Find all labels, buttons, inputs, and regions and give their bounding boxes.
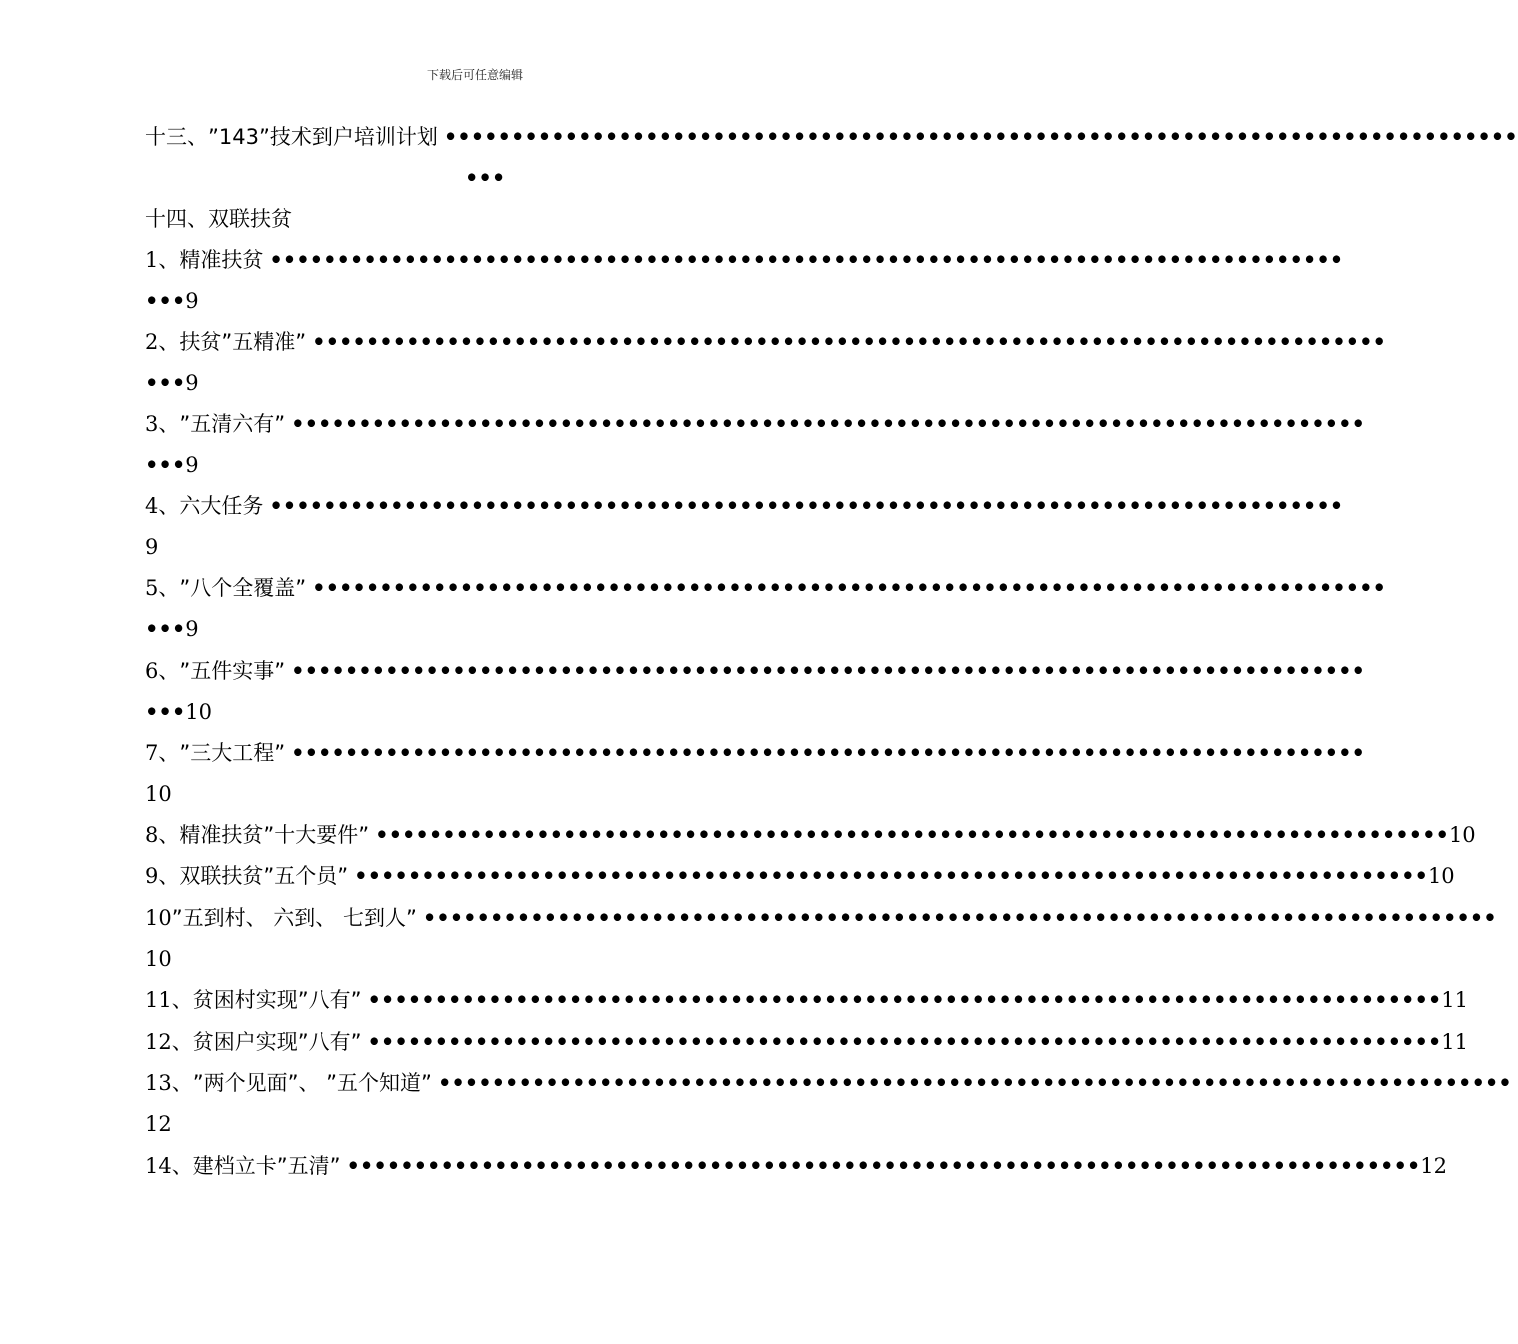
dot-leader-continuation: ••• (145, 699, 186, 724)
toc-entry-title: ”五清六有” (179, 412, 286, 436)
toc-entry-number: 3、 (145, 412, 180, 436)
dot-leader: •••••••••••••••••••••••••••••••••••••••••••••••••••••••••••••••••••••••••••••••• (269, 493, 1344, 518)
toc-entry-title: 精准扶贫”十大要件” (179, 823, 370, 847)
toc-entry-number: 10 (145, 906, 172, 930)
toc-entry-continuation (145, 614, 199, 644)
dot-leader: •••••••••••••••••••••••••••••••••••••••••••••••••••••••••••••••••••••••••••••••• (367, 1029, 1442, 1054)
dot-leader: •••••••••••••••••••••••••••••••••••••••••••••••••••••••••••••••••••••••••••••••• (291, 658, 1365, 683)
dot-leader: •••••••••••••••••••••••••••••••••••••••••••••••••••••••••••••••••••••••••••••••• (346, 1153, 1421, 1178)
dot-leader: •••••••••••••••••••••••••••••••••••••••••••••••••••••••••••••••••••••••••••••••• (437, 1070, 1512, 1095)
dot-leader-continuation: ••• (145, 452, 186, 477)
dot-leader: •••••••••••••••••••••••••••••••••••••••••••••••••••••••••••••••••••••••••••••••• (422, 905, 1497, 930)
toc-entry-title: ”八个全覆盖” (179, 576, 307, 600)
toc-entry-number: 9、 (145, 864, 180, 888)
toc-entry-number: 6、 (145, 659, 180, 683)
toc-page-number: 10 (1448, 823, 1476, 847)
toc-entry-10 (145, 903, 1497, 933)
dot-leader-continuation: ••• (465, 165, 506, 190)
dot-leader: •••••••••••••••••••••••••••••••••••••••••••••••••••••••••••••••••••••••••••••••• (291, 740, 1365, 765)
toc-entry-number: 5、 (145, 576, 180, 600)
toc-entry-title: 建档立卡”五清” (192, 1154, 341, 1178)
dot-leader: •••••••••••••••••••••••••••••••••••••••••••••••••••••••••••••••••••••••••••••••• (312, 329, 1386, 354)
dot-leader-continuation: ••• (145, 616, 186, 641)
toc-entry-title: ”三大工程” (179, 741, 286, 765)
dot-leader: •••••••••••••••••••••••••••••••••••••••••••••••••••••••••••••••••••••••••••••••• (354, 863, 1428, 888)
toc-entry-number: 8、 (145, 823, 180, 847)
toc-entry-number: 12、 (145, 1030, 193, 1054)
toc-entry-number: 13、 (145, 1071, 193, 1095)
toc-entry-continuation (145, 532, 158, 562)
toc-entry-13-chinese (145, 122, 1518, 152)
dot-leader-continuation: ••• (145, 288, 186, 313)
toc-page-number: 9 (185, 453, 199, 477)
toc-entry-title: ”五件实事” (179, 659, 286, 683)
page-header: 下载后可任意编辑 (426, 68, 523, 82)
toc-entry-number: 4、 (145, 494, 180, 518)
toc-entry-number: 十四、 (145, 207, 208, 231)
toc-entry-number: 14、 (145, 1154, 193, 1178)
toc-entry-title: ”两个见面”、 ”五个知道” (192, 1071, 432, 1095)
toc-entry-title: 贫困村实现”八有” (192, 988, 362, 1012)
toc-page-number: 9 (185, 289, 199, 313)
toc-page-number: 11 (1441, 988, 1469, 1012)
toc-page-number: 12 (145, 1112, 172, 1136)
toc-entry-6 (145, 656, 1365, 686)
toc-entry-title: 双联扶贫 (208, 207, 292, 231)
toc-entry-9 (145, 861, 1455, 891)
toc-entry-title: 精准扶贫 (179, 248, 264, 272)
toc-entry-1 (145, 245, 1344, 275)
toc-entry-8 (145, 820, 1476, 850)
toc-entry-continuation (145, 944, 172, 974)
dot-leader: •••••••••••••••••••••••••••••••••••••••••••••••••••••••••••••••••••••••••••••••• (312, 575, 1386, 600)
toc-page-number: 10 (145, 947, 172, 971)
toc-entry-3 (145, 409, 1365, 439)
toc-entry-title: 六大任务 (179, 494, 264, 518)
toc-entry-number: 十三、 (145, 125, 208, 149)
dot-leader: •••••••••••••••••••••••••••••••••••••••••••••••••••••••••••••••••••••••••••••••• (291, 411, 1365, 436)
dot-leader: •••••••••••••••••••••••••••••••••••••••••••••••••••••••••••••••••••••••••••••••• (375, 822, 1449, 847)
toc-page-number: 10 (1427, 864, 1455, 888)
toc-page-number: 12 (1420, 1154, 1448, 1178)
toc-entry-title: 贫困户实现”八有” (192, 1030, 362, 1054)
toc-entry-continuation (145, 450, 199, 480)
toc-entry-title: 扶贫”五精准” (179, 330, 307, 354)
toc-entry-5 (145, 573, 1386, 603)
toc-entry-12 (145, 1027, 1469, 1057)
toc-entry-title: ”五到村、 六到、 七到人” (171, 906, 417, 930)
toc-entry-11 (145, 985, 1469, 1015)
toc-entry-number: 11、 (145, 988, 193, 1012)
dot-leader: •••••••••••••••••••••••••••••••••••••••••••••••••••••••••••••••••••••••••••••••• (443, 124, 1518, 149)
toc-page-number: 10 (145, 782, 172, 806)
toc-entry-13 (145, 1068, 1512, 1098)
toc-page-number: 9 (185, 617, 199, 641)
toc-entry-14-chinese (145, 204, 805, 234)
toc-entry-number: 2、 (145, 330, 180, 354)
toc-entry-number: 1、 (145, 248, 180, 272)
dot-leader: •••••••••••••••••••••••••••••••••••••••••••••••••••••••••••••••••••••••••••••••• (269, 247, 1344, 272)
toc-page-number: 11 (1441, 1030, 1469, 1054)
toc-entry-continuation (145, 368, 199, 398)
toc-entry-continuation (145, 779, 172, 809)
toc-entry-continuation (145, 286, 199, 316)
toc-entry-title: ”143”技术到户培训计划 (208, 125, 438, 149)
toc-page-number: 10 (185, 700, 213, 724)
toc-entry-continuation (145, 697, 212, 727)
toc-entry-continuation (145, 1109, 172, 1139)
dot-leader-continuation: ••• (145, 370, 186, 395)
toc-entry-4 (145, 491, 1344, 521)
toc-page-number: 9 (145, 535, 159, 559)
dot-leader: •••••••••••••••••••••••••••••••••••••••••••••••••••••••••••••••••••••••••••••••• (367, 987, 1442, 1012)
toc-page-number: 9 (185, 371, 199, 395)
toc-entry-title: 双联扶贫”五个员” (179, 864, 349, 888)
toc-entry-2 (145, 327, 1386, 357)
toc-entry-7 (145, 738, 1365, 768)
toc-entry-14 (145, 1151, 1448, 1181)
toc-entry-number: 7、 (145, 741, 180, 765)
toc-entry-continuation (465, 163, 505, 193)
